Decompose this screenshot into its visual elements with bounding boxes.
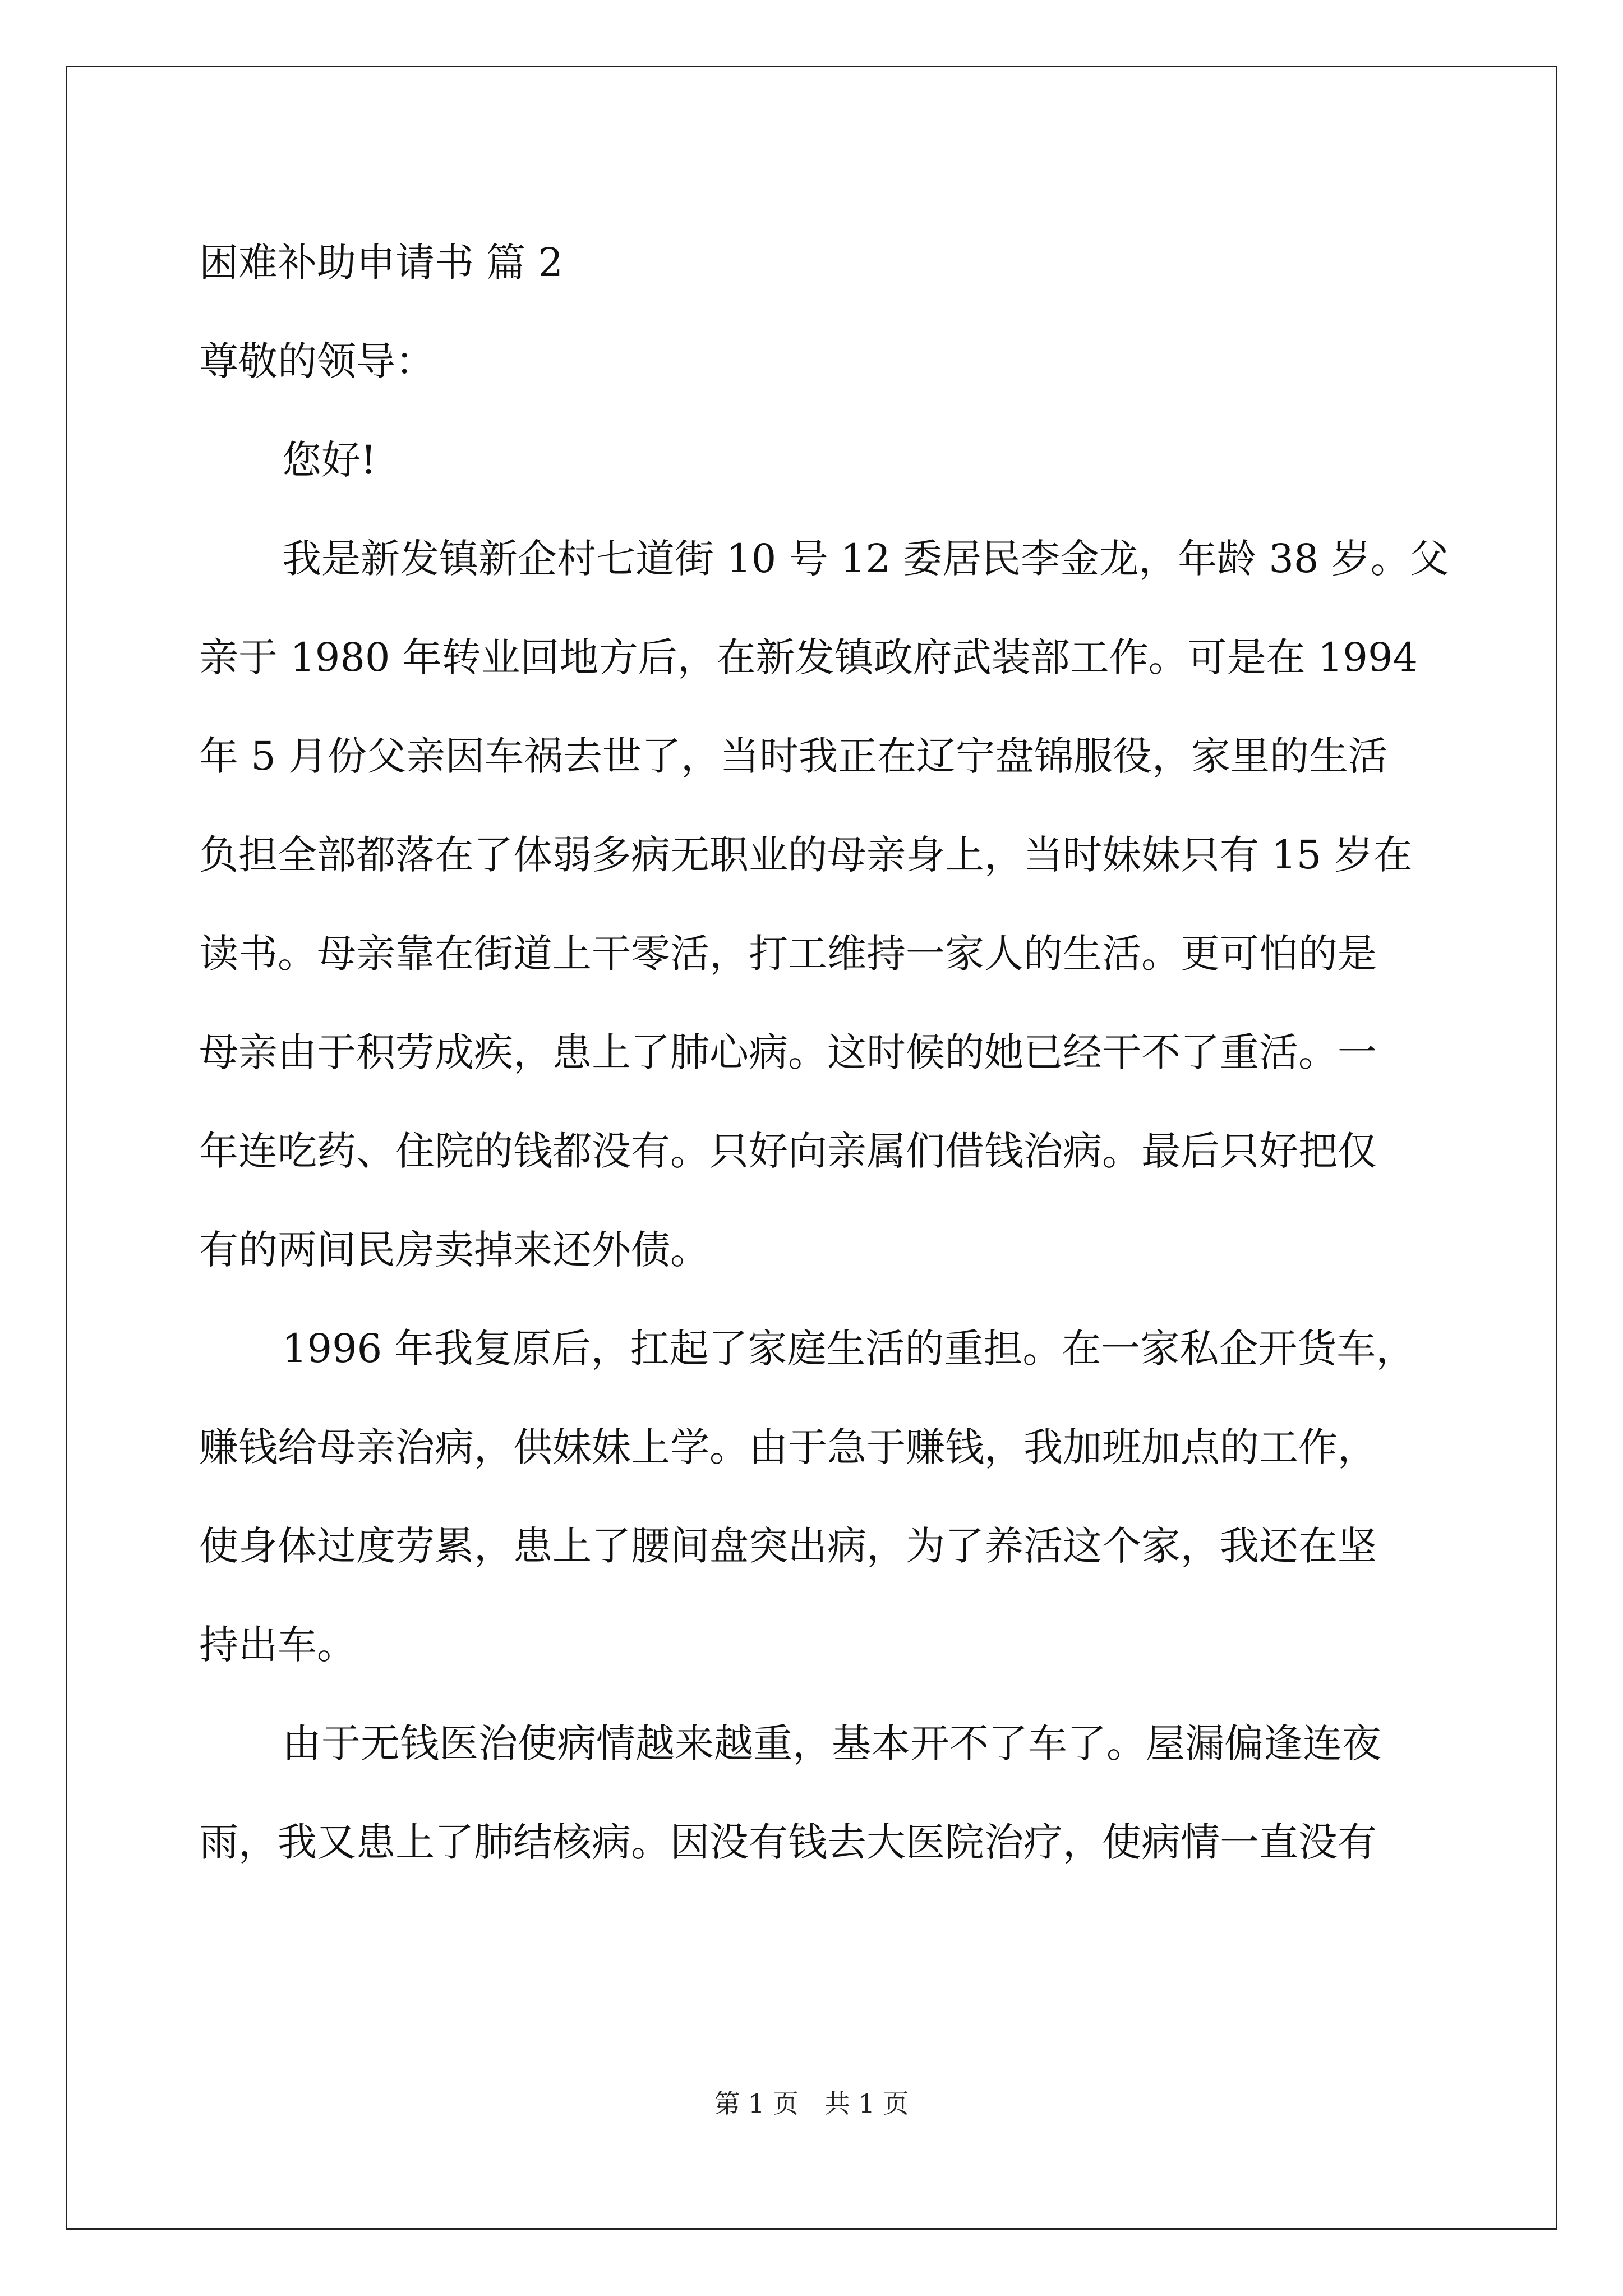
document-body — [199, 213, 1449, 1892]
paragraph-line: 负担全部都落在了体弱多病无职业的母亲身上，当时妹妹只有 15 岁在 — [199, 832, 1413, 878]
paragraph-line: 由于无钱医治使病情越来越重，基本开不了车了。屋漏偏逢连夜 — [282, 1720, 1381, 1766]
page-number-footer: 第 1 页 共 1 页 — [714, 2088, 909, 2119]
paragraph-line: 年连吃药、住院的钱都没有。只好向亲属们借钱治病。最后只好把仅 — [199, 1128, 1377, 1174]
paragraph-line: 有的两间民房卖掉来还外债。 — [199, 1227, 709, 1273]
paragraph-line: 年 5 月份父亲因车祸去世了，当时我正在辽宁盘锦服役，家里的生活 — [199, 733, 1388, 779]
paragraph-line: 我是新发镇新企村七道街 10 号 12 委居民李金龙，年龄 38 岁。父 — [282, 536, 1449, 582]
salutation: 尊敬的领导： — [199, 338, 435, 384]
document-heading: 困难补助申请书 篇 2 — [199, 240, 564, 286]
paragraph-line: 1996 年我复原后，扛起了家庭生活的重担。在一家私企开货车， — [282, 1326, 1415, 1372]
greeting-line: 您好! — [282, 437, 377, 483]
paragraph-line: 持出车。 — [199, 1622, 356, 1668]
paragraph-line: 亲于 1980 年转业回地方后，在新发镇政府武装部工作。可是在 1994 — [199, 634, 1418, 680]
paragraph-line: 读书。母亲靠在街道上干零活，打工维持一家人的生活。更可怕的是 — [199, 931, 1377, 977]
paragraph-line: 赚钱给母亲治病，供妹妹上学。由于急于赚钱，我加班加点的工作， — [199, 1424, 1377, 1470]
paragraph-line: 母亲由于积劳成疾，患上了肺心病。这时候的她已经干不了重活。一 — [199, 1029, 1377, 1075]
paragraph-line: 使身体过度劳累，患上了腰间盘突出病，为了养活这个家，我还在坚 — [199, 1523, 1377, 1569]
paragraph-line: 雨，我又患上了肺结核病。因没有钱去大医院治疗，使病情一直没有 — [199, 1819, 1377, 1865]
